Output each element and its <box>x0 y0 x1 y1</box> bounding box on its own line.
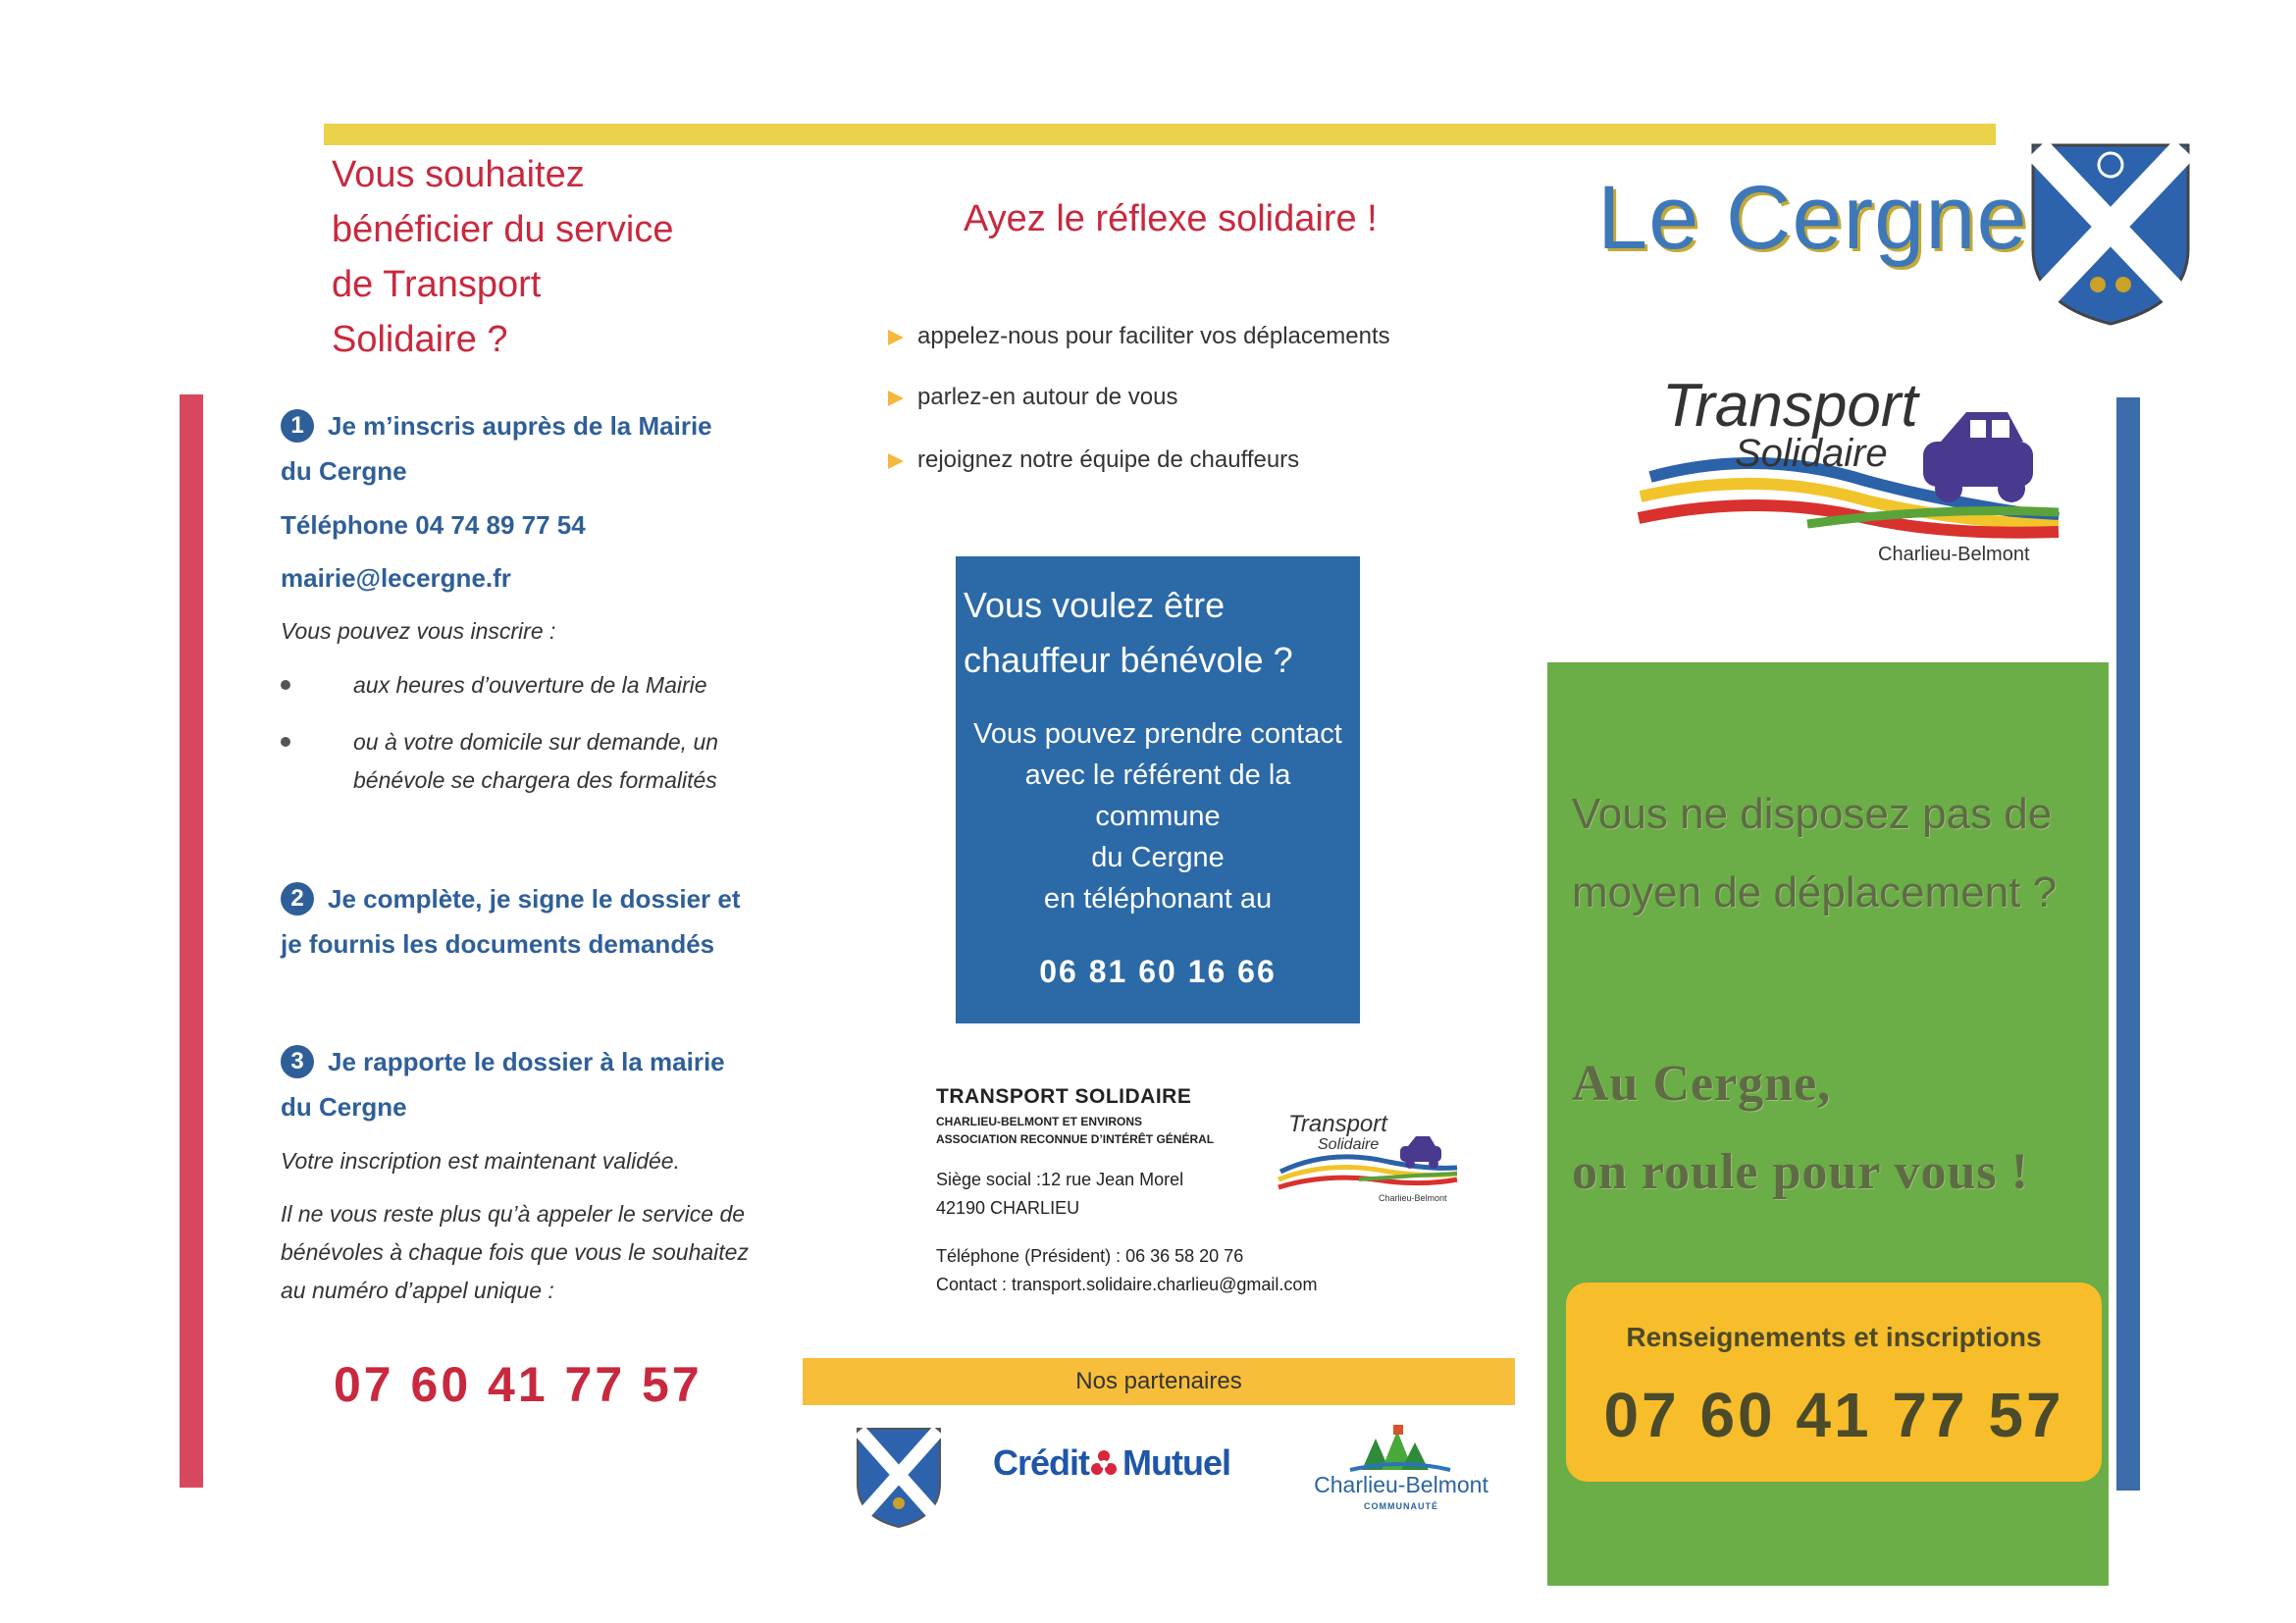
left-title-line: bénéficier du service <box>332 209 674 250</box>
charlieu-belmont-logo-graphic <box>1303 1421 1499 1476</box>
step1-heading-line1: Je m’inscris auprès de la Mairie <box>328 411 712 441</box>
volunteer-body <box>956 713 1360 919</box>
arrow-bullet-icon <box>888 453 904 469</box>
volunteer-title-line: Vous voulez être <box>964 585 1226 625</box>
association-address1: Siège social :12 rue Jean Morel <box>936 1170 1184 1189</box>
volunteer-phone[interactable]: 06 81 60 16 66 <box>1039 954 1277 989</box>
small-logo-word1: Transport <box>1288 1111 1387 1137</box>
bullet-text: aux heures d’ouverture de la Mairie <box>353 672 707 698</box>
cergne-crest-small-icon <box>854 1425 944 1531</box>
arrow-bullet-icon <box>888 391 904 406</box>
credit-mutuel-icon <box>1089 1445 1122 1487</box>
call-text-line: au numéro d’appel unique : <box>281 1278 554 1303</box>
logo-word2: Solidaire <box>1735 432 1888 475</box>
partners-bar: Nos partenaires <box>803 1358 1515 1405</box>
top-yellow-bar <box>324 124 1996 145</box>
claim-line: Au Cergne, <box>1572 1056 1832 1112</box>
credit-mutuel-logo <box>993 1442 1230 1484</box>
step1-heading-line2: du Cergne <box>281 456 407 486</box>
step3-number: 3 <box>281 1045 314 1078</box>
volunteer-body-line: en téléphonant au <box>1043 883 1273 915</box>
community-sub: COMMUNAUTÉ <box>1364 1501 1438 1511</box>
charlieu-belmont-logo <box>1303 1421 1499 1519</box>
community-name: Charlieu-Belmont <box>1314 1472 1488 1497</box>
signup-intro: Vous pouvez vous inscrire : <box>281 618 556 644</box>
town-title: Le Cergne <box>1597 168 2028 268</box>
association-name: TRANSPORT SOLIDAIRE <box>936 1085 1192 1108</box>
volunteer-body-line: avec le référent de la <box>1024 759 1291 791</box>
bullet-text: ou à votre domicile sur demande, un <box>353 729 719 755</box>
cergne-crest-icon <box>2027 141 2194 328</box>
mairie-phone: Téléphone 04 74 89 77 54 <box>281 510 586 540</box>
volunteer-body-line: commune <box>1095 801 1221 832</box>
call-text-line: Il ne vous reste plus qu’à appeler le service de <box>281 1201 746 1227</box>
step3-line1: Je rapporte le dossier à la mairie <box>328 1047 725 1076</box>
volunteer-box <box>956 556 1360 1023</box>
volunteer-title-line: chauffeur bénévole ? <box>964 640 1293 680</box>
question-line: moyen de déplacement ? <box>1572 868 2058 916</box>
step2-heading <box>281 876 741 921</box>
association-block <box>936 1085 1317 1299</box>
step2-number: 2 <box>281 882 314 916</box>
small-logo-place: Charlieu-Belmont <box>1379 1193 1447 1203</box>
volunteer-title <box>964 578 1356 688</box>
reflex-item: rejoignez notre équipe de chauffeurs <box>917 446 1300 473</box>
transport-solidaire-small-logo <box>1271 1111 1467 1209</box>
association-sub1: CHARLIEU-BELMONT ET ENVIRONS <box>936 1115 1142 1128</box>
association-contact[interactable]: Contact : transport.solidaire.charlieu@gmail.com <box>936 1275 1318 1294</box>
left-title-line: Solidaire ? <box>332 319 508 360</box>
bullet-dot <box>281 680 290 690</box>
association-sub2: ASSOCIATION RECONNUE D’INTÉRÊT GÉNÉRAL <box>936 1132 1215 1146</box>
claim-text <box>1572 1040 2121 1217</box>
unique-phone-number[interactable]: 07 60 41 77 57 <box>334 1357 703 1412</box>
info-phone[interactable]: 07 60 41 77 57 <box>1603 1380 2064 1450</box>
right-blue-bar <box>2116 397 2140 1491</box>
step2-line2: je fournis les documents demandés <box>281 929 715 959</box>
info-box <box>1566 1283 2102 1482</box>
question-line: Vous ne disposez pas de <box>1572 790 2053 838</box>
credit-mutuel-word1: Crédit <box>993 1442 1090 1483</box>
step1-heading <box>281 403 712 448</box>
association-president-phone: Téléphone (Président) : 06 36 58 20 76 <box>936 1246 1244 1266</box>
small-logo-word2: Solidaire <box>1318 1136 1380 1153</box>
left-title <box>332 147 744 367</box>
call-text-line: bénévoles à chaque fois que vous le souhaitez <box>281 1239 749 1265</box>
bullet-text-cont: bénévole se chargera des formalités <box>353 767 717 793</box>
volunteer-body-line: du Cergne <box>1091 842 1225 873</box>
logo-word1: Transport <box>1662 372 1918 440</box>
volunteer-body-line: Vous pouvez prendre contact <box>973 718 1342 750</box>
validated-text: Votre inscription est maintenant validée. <box>281 1148 680 1174</box>
logo-place: Charlieu-Belmont <box>1878 544 2030 565</box>
middle-title: Ayez le réflexe solidaire ! <box>964 198 1378 239</box>
step1-number: 1 <box>281 409 314 443</box>
claim-line: on roule pour vous ! <box>1572 1144 2029 1200</box>
arrow-bullet-icon <box>888 330 904 345</box>
step2-line1: Je complète, je signe le dossier et <box>328 884 741 914</box>
association-address2: 42190 CHARLIEU <box>936 1198 1080 1218</box>
left-title-line: de Transport <box>332 264 542 305</box>
step3-heading <box>281 1039 725 1084</box>
question-text <box>1572 775 2102 932</box>
mairie-email[interactable]: mairie@lecergne.fr <box>281 563 511 593</box>
left-title-line: Vous souhaitez <box>332 154 585 195</box>
reflex-item: appelez-nous pour faciliter vos déplacements <box>917 323 1390 349</box>
reflex-item: parlez-en autour de vous <box>917 384 1178 410</box>
transport-solidaire-logo <box>1621 371 2082 577</box>
credit-mutuel-word2: Mutuel <box>1122 1442 1230 1483</box>
bullet-dot <box>281 737 290 747</box>
left-red-bar <box>180 394 203 1488</box>
step3-line2: du Cergne <box>281 1092 407 1122</box>
info-label: Renseignements et inscriptions <box>1626 1322 2042 1352</box>
